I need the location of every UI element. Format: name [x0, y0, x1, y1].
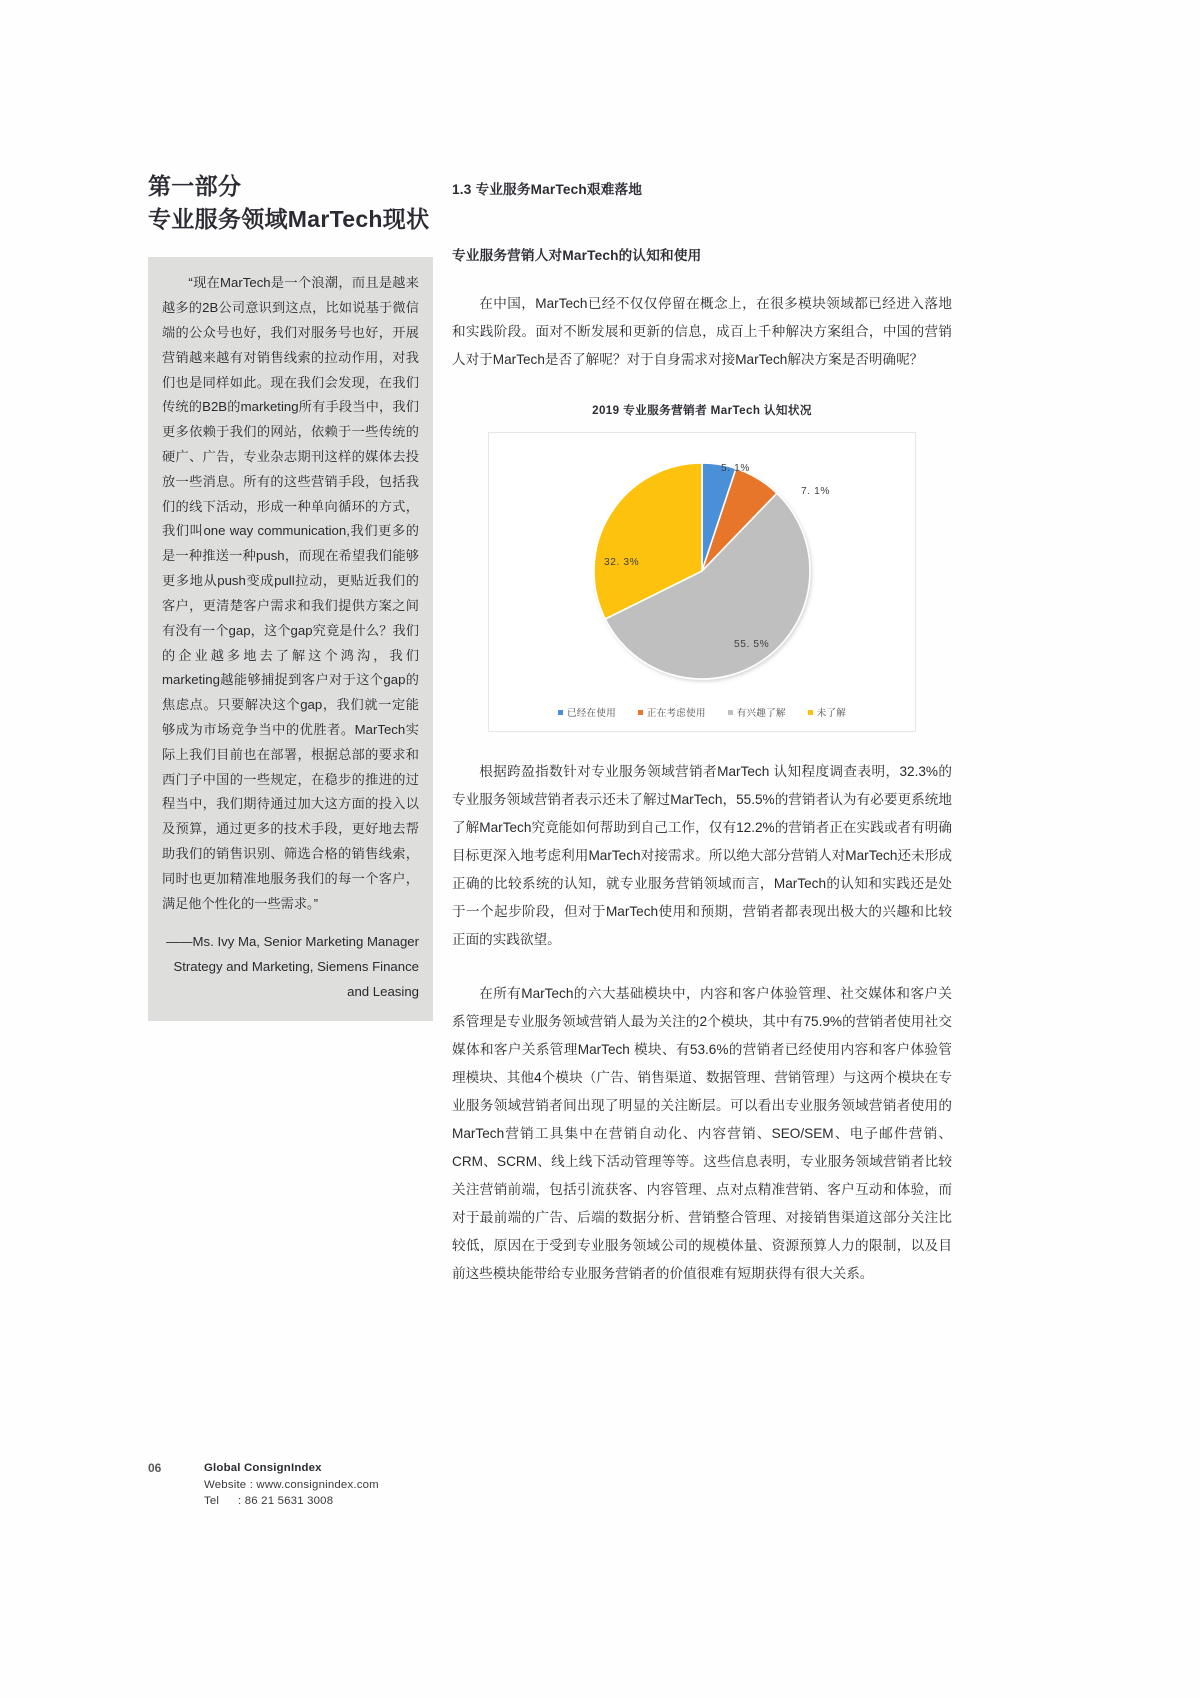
body-paragraph-3: 在所有MarTech的六大基础模块中，内容和客户体验管理、社交媒体和客户关系管理是专业服务领域营销人最为关注的2个模块，其中有75.9%的营销者使用社交媒体和客户关系管理MarTech 模块、有53.6%的营销者已经使用内容和客户体验管理模块、其他4个模块（广告、销售渠道、数据管理、营销管理）与这两个模块在专业服务领域营销者间出现了明显的关注断层。可以看出专业服务领域营销者使用的MarTech营销工具集中在营销自动化、内容营销、SEO/SEM、电子邮件营销、CRM、SCRM、线上线下活动管理等等。这些信息表明，专业服务领域营销者比较关注营销前端，包括引流获客、内容管理、点对点精准营销、客户互动和体验，而对于最前端的广告、后端的数据分析、营销整合管理、对接销售渠道这部分关注比较低，原因在于受到专业服务领域公司的规模体量、资源预算人力的限制，以及目前这些模块能带给专业服务营销者的价值很难有短期获得有很大关系。 — [452, 986, 952, 1281]
footer-tel-label: Tel — [204, 1495, 220, 1508]
part-title-text: 专业服务领域MarTech现状 — [148, 205, 430, 232]
legend-item-1 — [638, 705, 706, 719]
legend-swatch-icon — [558, 710, 563, 715]
legend-label-1: 正在考虑使用 — [646, 708, 706, 719]
legend-item-3 — [808, 705, 846, 719]
chart-block — [452, 402, 952, 732]
footer-contact-block — [204, 1460, 379, 1510]
section-heading: 1.3 专业服务MarTech艰难落地 — [452, 182, 643, 197]
pull-quote-text: “现在MarTech是一个浪潮，而且是越来越多的2B公司意识到这点，比如说基于微信端的公众号也好，我们对服务号也好，开展营销越来越有对销售线索的拉动作用，对我们也是同样如此。现在我们会发现，在我们传统的B2B的marketing所有手段当中，我们更多依赖于我们的网站，依赖于一些传统的硬广、广告，专业杂志期刊这样的媒体去投放一些消息。所有的这些营销手段，包括我们的线下活动，形成一种单向循环的方式，我们叫one way communication,我们更多的是一种推送一种push，而现在希望我们能够更多地从push变成pull拉动，更贴近我们的客户，更清楚客户需求和我们提供方案之间有没有一个gap，这个gap究竟是什么？我们的企业越多地去了解这个鸿沟，我们marketing越能够捕捉到客户对于这个gap的焦虑点。只要解决这个gap，我们就一定能够成为市场竞争当中的优胜者。MarTech实际上我们目前也在部署，根据总部的要求和西门子中国的一些规定，在稳步的推进的过程当中，我们期待通过加大这方面的投入以及预算，通过更多的技术手段，更好地去帮助我们的销售识别、筛选合格的销售线索，同时也更加精准地服务我们的每一个客户，满足他个性化的一些需求。” — [162, 275, 419, 911]
legend-label-2: 有兴趣了解 — [736, 708, 786, 719]
footer-website: Website : www.consignindex.com — [204, 1478, 379, 1491]
pull-quote-attribution: ——Ms. Ivy Ma, Senior Marketing Manager Strategy and Marketing, Siemens Finance and Leasing — [166, 934, 419, 1000]
pie-chart — [488, 432, 916, 732]
body-paragraph-1: 在中国，MarTech已经不仅仅停留在概念上，在很多模块领域都已经进入落地和实践阶段。面对不断发展和更新的信息，成百上千种解决方案组合，中国的营销人对于MarTech是否了解呢？对于自身需求对接MarTech解决方案是否明确呢？ — [452, 296, 952, 367]
legend-item-0 — [558, 705, 616, 719]
part-label: 第一部分 — [148, 173, 242, 199]
legend-label-3: 未了解 — [816, 708, 847, 719]
sub-heading: 专业服务营销人对MarTech的认知和使用 — [452, 248, 702, 263]
pie-label-2: 55. 5% — [734, 639, 770, 650]
pie-label-1: 7. 1% — [801, 486, 831, 497]
footer-tel-value: : 86 21 5631 3008 — [238, 1495, 334, 1508]
legend-swatch-icon — [808, 710, 813, 715]
right-column — [452, 178, 952, 1288]
pie-label-3: 32. 3% — [604, 557, 640, 568]
footer-tel — [204, 1493, 379, 1510]
page-title — [148, 170, 433, 235]
pull-quote-box — [148, 257, 433, 1021]
body-paragraph-2: 根据跨盈指数针对专业服务领域营销者MarTech 认知程度调查表明，32.3%的专业服务领域营销者表示还未了解过MarTech，55.5%的营销者认为有必要更系统地了解MarTech究竟能如何帮助到自己工作，仅有12.2%的营销者正在实践或者有明确目标更深入地考虑利用MarTech对接需求。所以绝大部分营销人对MarTech还未形成正确的比较系统的认知，就专业服务营销领域而言，MarTech的认知和实践还是处于一个起步阶段，但对于MarTech使用和预期，营销者都表现出极大的兴趣和比较正面的实践欲望。 — [452, 764, 952, 947]
legend-label-0: 已经在使用 — [566, 708, 616, 719]
chart-title: 2019 专业服务营销者 MarTech 认知状况 — [592, 404, 812, 417]
page-footer — [148, 1460, 379, 1510]
legend-item-2 — [728, 705, 786, 719]
chart-legend — [489, 705, 915, 719]
footer-brand: Global ConsignIndex — [204, 1462, 322, 1475]
pie-label-0: 5. 1% — [721, 463, 751, 474]
left-column — [148, 170, 433, 1021]
legend-swatch-icon — [638, 710, 643, 715]
legend-swatch-icon — [728, 710, 733, 715]
pie-plot-area — [489, 433, 915, 731]
page-number: 06 — [148, 1461, 162, 1476]
